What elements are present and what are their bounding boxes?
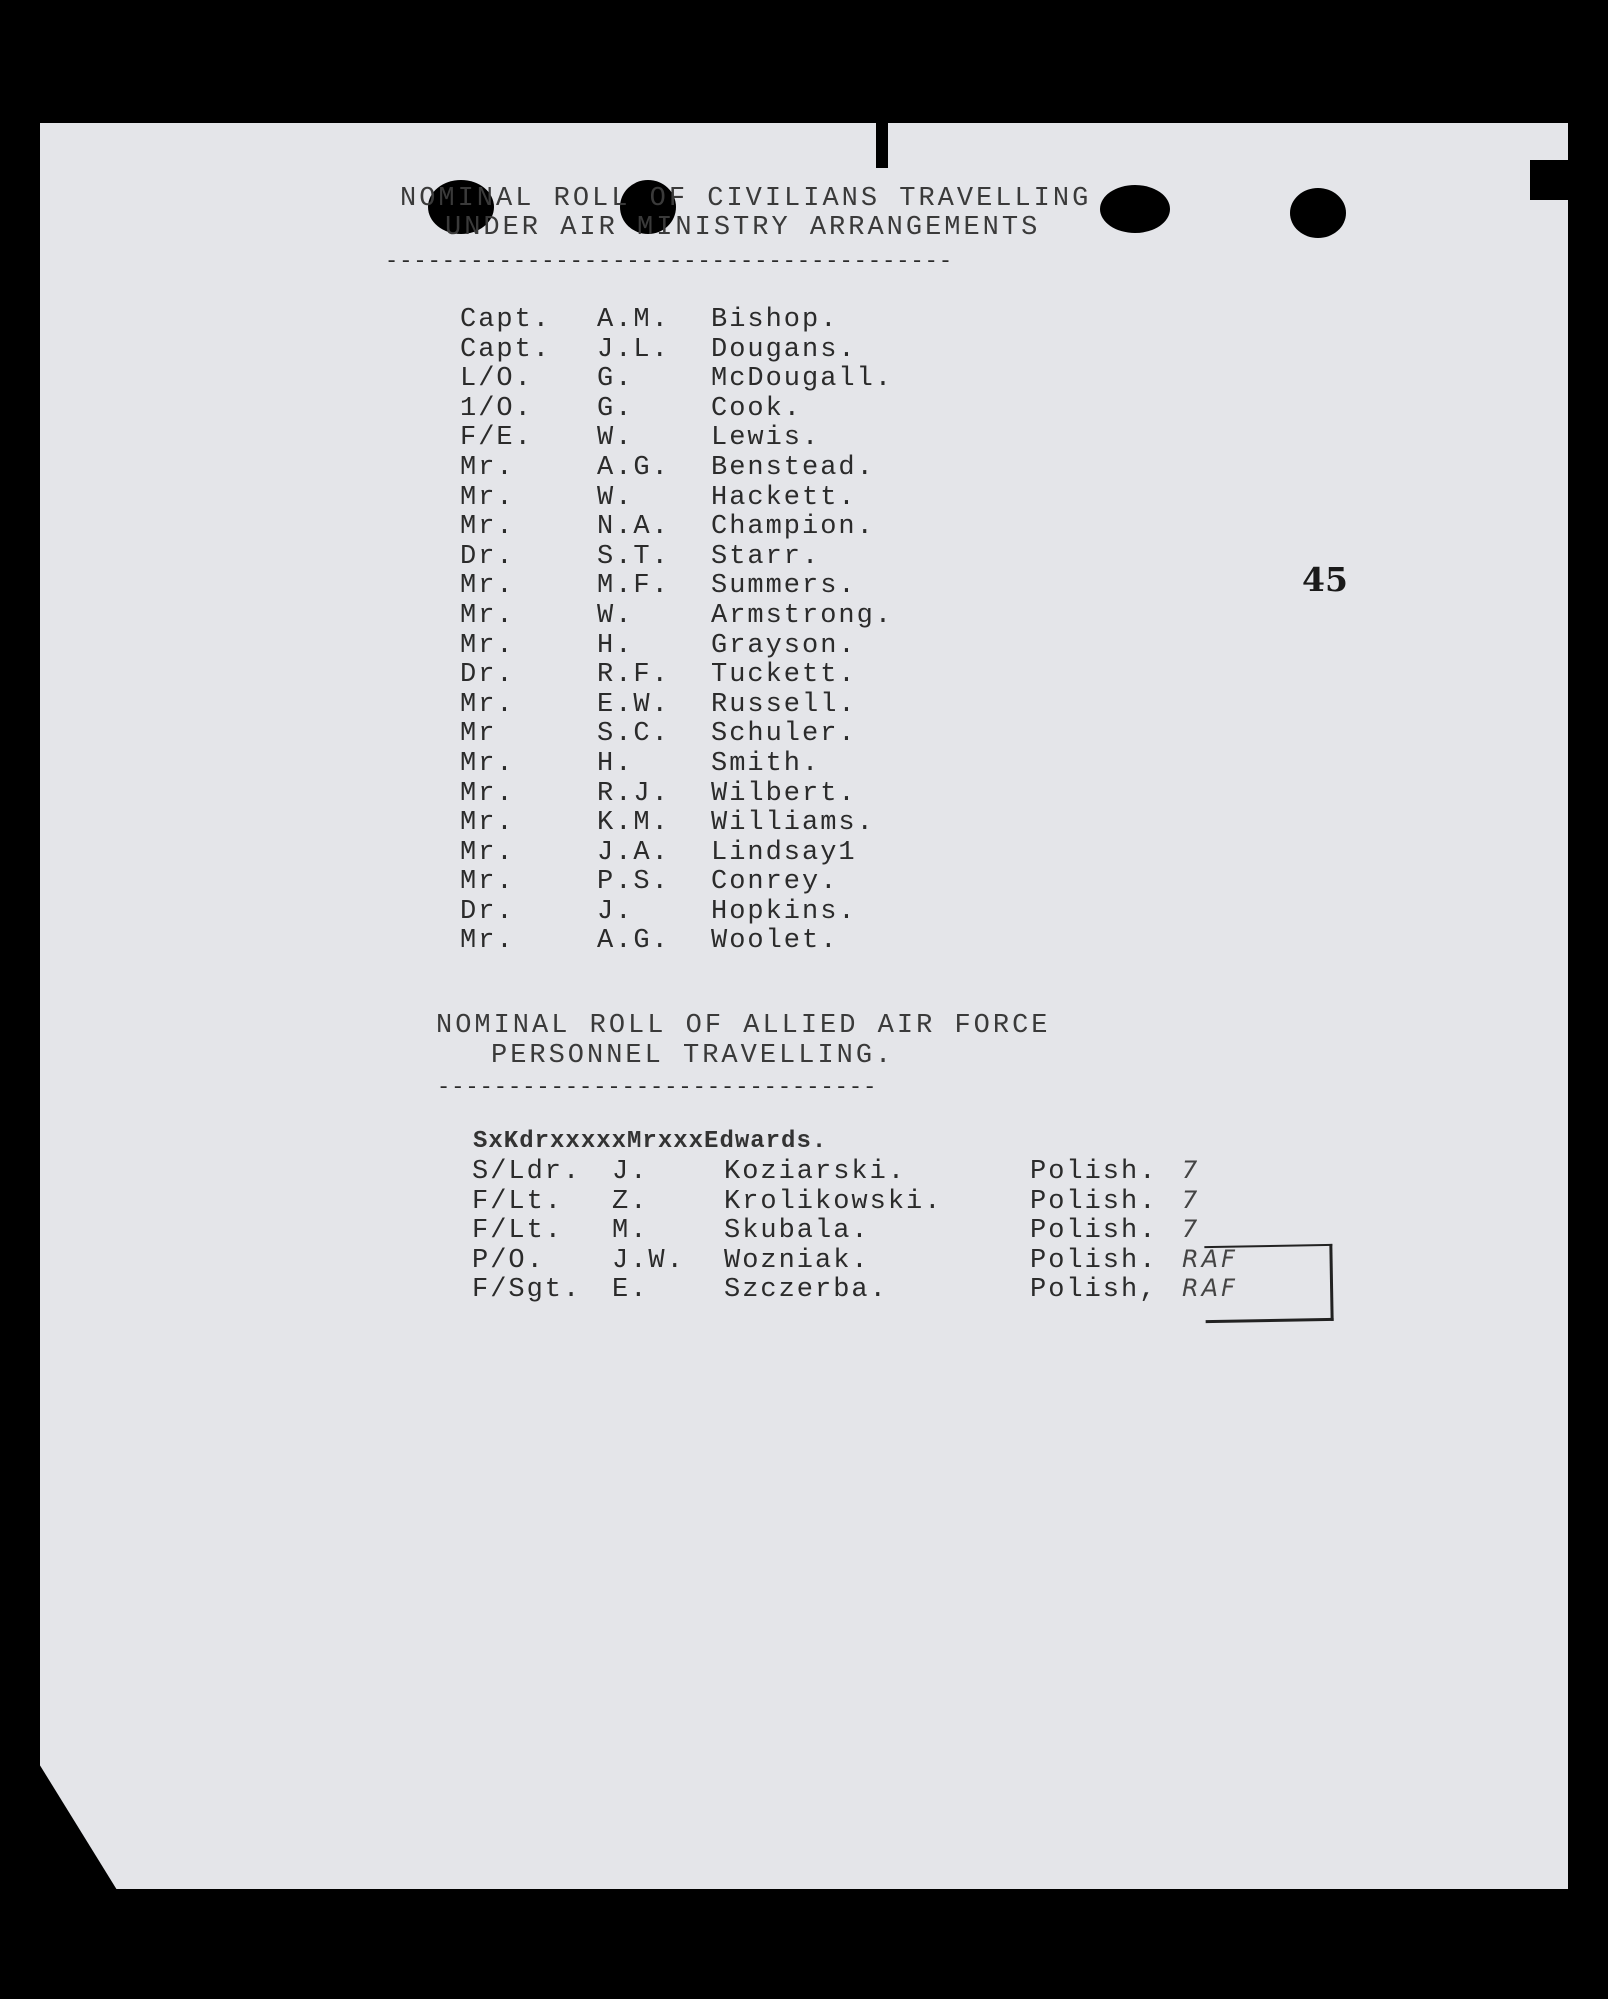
section1-row-title-20: Dr.: [460, 896, 515, 927]
section2-row-nationality-4: Polish,: [1030, 1275, 1158, 1306]
section1-row-title-10: Mr.: [460, 600, 515, 631]
section2-surname-column: [724, 1158, 942, 1306]
section1-row-initials-8: S.T.: [597, 541, 670, 572]
section1-row-initials-4: W.: [597, 423, 634, 454]
section1-row-title-15: Mr.: [460, 748, 515, 779]
section1-row-title-7: Mr.: [460, 512, 515, 543]
section1-surname-column: [711, 306, 893, 957]
section1-row-surname-19: Conrey.: [711, 867, 839, 898]
section2-row-surname-4: Szczerba.: [724, 1275, 888, 1306]
section2-row-note-3: RAF: [1182, 1244, 1238, 1273]
section2-row-initials-1: Z.: [612, 1186, 649, 1217]
crossed-out-entry: SxKdrxxxxxMrxxxEdwards.: [473, 1128, 828, 1155]
section1-row-initials-17: K.M.: [597, 808, 670, 839]
paper-tear-top: [876, 120, 888, 168]
section1-row-surname-0: Bishop.: [711, 305, 839, 335]
section2-row-rank-4: F/Sgt.: [472, 1275, 582, 1306]
section1-row-title-17: Mr.: [460, 808, 515, 839]
section1-row-surname-12: Tuckett.: [711, 660, 857, 691]
section1-row-initials-9: M.F.: [597, 571, 670, 602]
section2-row-note-4: RAF: [1182, 1274, 1238, 1303]
section1-row-title-18: Mr.: [460, 837, 515, 868]
section2-title-line2: PERSONNEL TRAVELLING.: [491, 1041, 895, 1071]
section1-row-initials-13: E.W.: [597, 689, 670, 720]
section2-row-initials-2: M.: [612, 1216, 649, 1247]
section1-row-title-2: L/O.: [460, 364, 533, 395]
section1-row-initials-16: R.J.: [597, 778, 670, 809]
section2-row-nationality-0: Polish.: [1030, 1157, 1158, 1187]
section1-row-title-1: Capt.: [460, 334, 552, 365]
punch-hole-far-right: [1290, 188, 1346, 238]
section1-row-surname-2: McDougall.: [711, 364, 894, 395]
section1-row-title-9: Mr.: [460, 571, 515, 602]
section1-title-line2: UNDER AIR MINISTRY ARRANGEMENTS: [445, 213, 1041, 243]
section1-row-initials-2: G.: [597, 364, 634, 395]
section2-nationality-column: [1030, 1158, 1157, 1306]
section1-row-surname-16: Wilbert.: [711, 778, 857, 809]
section1-divider: ----------------------------------------: [385, 252, 954, 272]
section1-row-title-13: Mr.: [460, 689, 515, 720]
section2-row-surname-0: Koziarski.: [724, 1157, 907, 1187]
section2-row-surname-1: Krolikowski.: [724, 1186, 943, 1217]
section1-row-initials-20: J.: [597, 896, 634, 927]
section1-row-surname-4: Lewis.: [711, 423, 821, 454]
section2-row-rank-2: F/Lt.: [472, 1216, 564, 1247]
section2-row-nationality-3: Polish.: [1030, 1245, 1158, 1276]
section1-row-initials-18: J.A.: [597, 837, 670, 868]
section1-row-initials-0: A.M.: [597, 305, 670, 335]
section1-row-title-3: 1/O.: [460, 393, 533, 424]
section1-row-surname-17: Williams.: [711, 808, 875, 839]
section1-row-surname-1: Dougans.: [711, 334, 857, 365]
section2-row-initials-4: E.: [612, 1275, 649, 1306]
section2-rank-column: [472, 1158, 581, 1306]
section1-row-initials-12: R.F.: [597, 660, 670, 691]
section1-row-title-11: Mr.: [460, 630, 515, 661]
section1-row-title-16: Mr.: [460, 778, 515, 809]
section1-row-title-14: Mr: [460, 719, 497, 750]
section1-row-initials-10: W.: [597, 600, 634, 631]
section1-row-title-0: Capt.: [460, 305, 552, 335]
section1-row-initials-11: H.: [597, 630, 634, 661]
section1-row-surname-15: Smith.: [711, 748, 821, 779]
section1-row-initials-3: G.: [597, 393, 634, 424]
handwritten-bracket: [1204, 1244, 1333, 1323]
section2-row-nationality-2: Polish.: [1030, 1216, 1158, 1247]
section1-initials-column: [597, 306, 670, 957]
section1-row-initials-1: J.L.: [597, 334, 670, 365]
section1-row-surname-6: Hackett.: [711, 482, 857, 513]
section1-row-title-12: Dr.: [460, 660, 515, 691]
section1-row-surname-10: Armstrong.: [711, 600, 894, 631]
section1-row-initials-21: A.G.: [597, 926, 670, 957]
section1-row-surname-3: Cook.: [711, 393, 803, 424]
section2-row-surname-3: Wozniak.: [724, 1245, 870, 1276]
section1-row-surname-5: Benstead.: [711, 452, 875, 483]
section1-row-title-5: Mr.: [460, 452, 515, 483]
section2-row-initials-3: J.W.: [612, 1245, 685, 1276]
section1-row-title-21: Mr.: [460, 926, 515, 957]
section1-row-surname-14: Schuler.: [711, 719, 857, 750]
page-number: 45: [1302, 560, 1348, 599]
section2-row-rank-1: F/Lt.: [472, 1186, 564, 1217]
section2-row-note-0: 7: [1182, 1156, 1201, 1184]
section1-row-surname-20: Hopkins.: [711, 896, 857, 927]
section2-row-surname-2: Skubala.: [724, 1216, 870, 1247]
section1-row-initials-14: S.C.: [597, 719, 670, 750]
punch-hole-right: [1100, 185, 1170, 233]
section1-row-initials-7: N.A.: [597, 512, 670, 543]
section1-row-initials-15: H.: [597, 748, 634, 779]
section1-row-surname-7: Champion.: [711, 512, 875, 543]
section2-row-initials-0: J.: [612, 1157, 649, 1187]
section1-row-title-6: Mr.: [460, 482, 515, 513]
section2-divider: -------------------------------: [437, 1078, 878, 1098]
section1-title-line1: NOMINAL ROLL OF CIVILIANS TRAVELLING: [400, 184, 1092, 214]
section2-row-note-1: 7: [1182, 1185, 1201, 1214]
paper-tear-right: [1530, 160, 1568, 200]
section1-row-title-8: Dr.: [460, 541, 515, 572]
section2-title-line1: NOMINAL ROLL OF ALLIED AIR FORCE: [436, 1011, 1051, 1041]
section2-row-rank-0: S/Ldr.: [472, 1157, 582, 1187]
section1-row-surname-21: Woolet.: [711, 926, 839, 957]
section2-row-rank-3: P/O.: [472, 1245, 545, 1276]
section1-row-initials-6: W.: [597, 482, 634, 513]
section2-row-nationality-1: Polish.: [1030, 1186, 1158, 1217]
section2-row-note-2: 7: [1182, 1215, 1201, 1244]
section1-row-initials-19: P.S.: [597, 867, 670, 898]
section1-row-surname-9: Summers.: [711, 571, 857, 602]
section1-row-initials-5: A.G.: [597, 452, 670, 483]
section1-row-surname-11: Grayson.: [711, 630, 857, 661]
section1-row-title-19: Mr.: [460, 867, 515, 898]
section1-row-surname-13: Russell.: [711, 689, 857, 720]
section1-title-column: [460, 306, 551, 957]
section1-row-surname-18: Lindsay1: [711, 837, 857, 868]
section1-row-surname-8: Starr.: [711, 541, 821, 572]
section2-initials-column: [612, 1158, 685, 1306]
section1-row-title-4: F/E.: [460, 423, 533, 454]
